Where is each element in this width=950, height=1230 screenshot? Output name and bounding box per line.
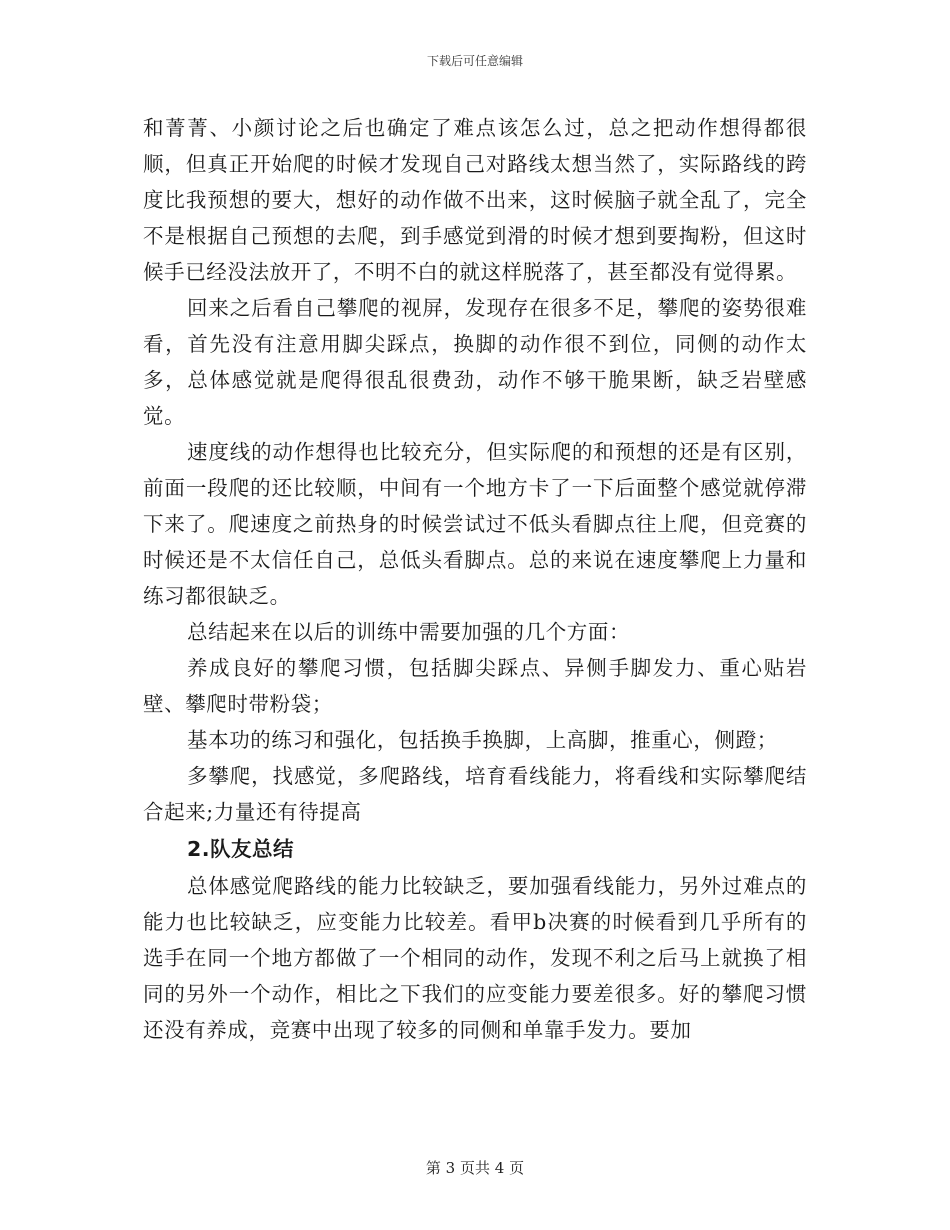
paragraph-2: 回来之后看自己攀爬的视屏，发现存在很多不足，攀爬的姿势很难看，首先没有注意用脚尖踩点，换脚的动作很不到位，同侧的动作太多，总体感觉就是爬得很乱很费劲，动作不够干脆果断，缺乏岩壁感觉。 bbox=[143, 296, 807, 428]
paragraph-6: 基本功的练习和强化，包括换手换脚，上高脚，推重心，侧蹬； bbox=[187, 728, 778, 752]
document-body bbox=[143, 110, 807, 1048]
paragraph-7: 多攀爬，找感觉，多爬路线，培育看线能力，将看线和实际攀爬结合起来;力量还有待提高 bbox=[143, 764, 807, 824]
paragraph-5: 养成良好的攀爬习惯，包括脚尖踩点、异侧手脚发力、重心贴岩壁、攀爬时带粉袋； bbox=[143, 656, 807, 716]
paragraph-4: 总结起来在以后的训练中需要加强的几个方面： bbox=[187, 620, 631, 644]
section-paragraph: 总体感觉爬路线的能力比较缺乏，要加强看线能力，另外过难点的能力也比较缺乏，应变能力比较差。看甲b决赛的时候看到几乎所有的选手在同一个地方都做了一个相同的动作，发现不利之后马上就换了相同的另外一个动作，相比之下我们的应变能力要差很多。好的攀爬习惯还没有养成，竞赛中出现了较多的同侧和单靠手发力。要加 bbox=[143, 874, 807, 1042]
paragraph-1: 和菁菁、小颜讨论之后也确定了难点该怎么过，总之把动作想得都很顺，但真正开始爬的时候才发现自己对路线太想当然了，实际路线的跨度比我预想的要大，想好的动作做不出来，这时候脑子就全乱了，完全不是根据自己预想的去爬，到手感觉到滑的时候才想到要掏粉，但这时候手已经没法放开了，不明不白的就这样脱落了，甚至都没有觉得累。 bbox=[143, 116, 807, 284]
section-heading: 2.队友总结 bbox=[187, 837, 295, 861]
page-footer: 第 3 页共 4 页 bbox=[425, 1159, 525, 1177]
paragraph-3: 速度线的动作想得也比较充分，但实际爬的和预想的还是有区别，前面一段爬的还比较顺，中间有一个地方卡了一下后面整个感觉就停滞下来了。爬速度之前热身的时候尝试过不低头看脚点往上爬，但竞赛的时候还是不太信任自己，总低头看脚点。总的来说在速度攀爬上力量和练习都很缺乏。 bbox=[143, 440, 807, 608]
page-header: 下载后可任意编辑 bbox=[426, 54, 523, 68]
